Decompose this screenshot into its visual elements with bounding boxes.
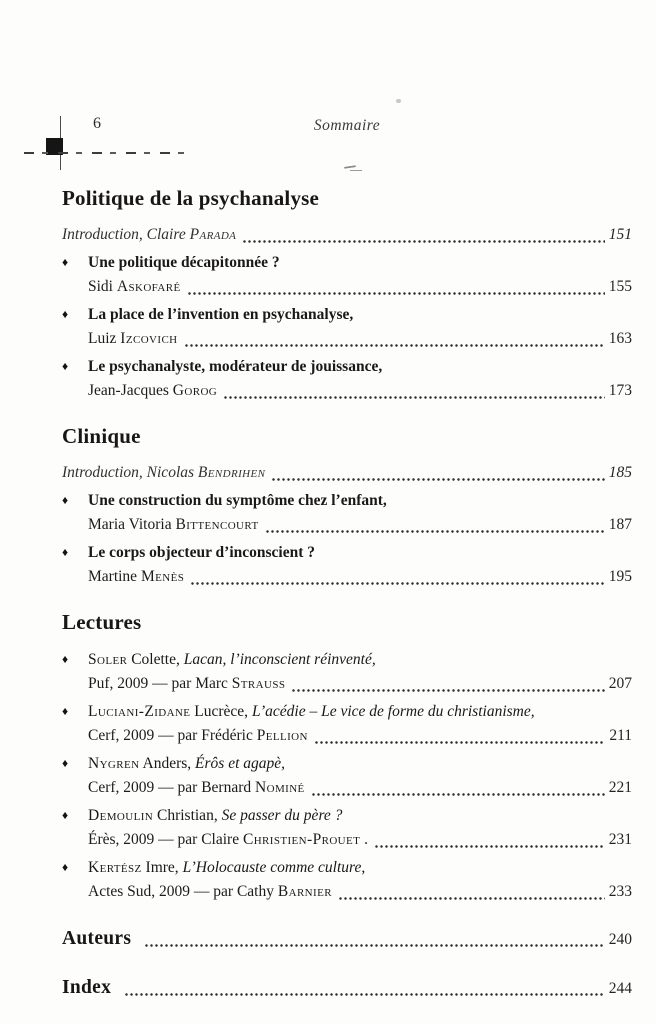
dot-leader (265, 530, 605, 533)
intro-label (62, 461, 265, 484)
diamond-bullet-icon: ♦ (62, 756, 69, 770)
section-title: Lectures (62, 610, 142, 634)
toc-intro-line (62, 223, 632, 246)
entry-title: La place de l’invention en psychanalyse, (88, 306, 354, 323)
page-ref: 173 (608, 382, 632, 399)
entry-author (88, 513, 259, 536)
review-author-firstname: Colette, (127, 651, 184, 668)
review-author-firstname: Anders, (139, 755, 196, 772)
dot-leader (187, 292, 605, 295)
publisher-info: Actes Sud, 2009 — par Cathy (88, 883, 278, 900)
page-ref: 231 (608, 831, 632, 848)
reviewer-surname: Nominé (255, 779, 305, 796)
running-title: Sommaire (313, 117, 381, 134)
entry-author (88, 327, 178, 350)
reviewer-surname: Barnier (277, 883, 332, 900)
section-title: Politique de la psychanalyse (62, 186, 320, 210)
publisher-info: Cerf, 2009 — par Frédéric (88, 727, 257, 744)
publisher-info: Érès, 2009 — par Claire (88, 831, 243, 848)
dot-leader (190, 582, 605, 585)
scan-smudge (396, 99, 401, 103)
intro-author-surname: Bendrihen (197, 464, 266, 481)
review-entry (62, 752, 632, 799)
pub-suffix: . (360, 831, 369, 848)
review-pub-line (88, 828, 368, 851)
intro-label (62, 223, 236, 246)
dot-leader (242, 240, 604, 243)
index-label: Index (62, 977, 112, 998)
page-ref: 233 (608, 883, 632, 900)
review-author-surname: Demoulin (88, 807, 154, 824)
review-book-title: L’Holocauste comme culture, (182, 859, 366, 876)
publisher-info: Puf, 2009 — par Marc (88, 675, 232, 692)
intro-author-surname: Parada (189, 226, 237, 243)
page-header (62, 112, 632, 138)
toc-entry (62, 489, 632, 536)
diamond-bullet-icon: ♦ (62, 359, 69, 373)
auteurs-label: Auteurs (62, 928, 132, 949)
registration-dashed-line (24, 152, 186, 154)
entry-author (88, 275, 181, 298)
toc-intro-line (62, 461, 632, 484)
author-surname: Gorog (172, 382, 218, 399)
reviewer-surname: Pellion (256, 727, 308, 744)
review-book-title: Érôs et agapè, (195, 755, 286, 772)
review-author-surname: Kertész (88, 859, 142, 876)
section-title: Clinique (62, 424, 141, 448)
section-lectures (62, 610, 632, 903)
review-heading (88, 648, 376, 671)
entry-author (88, 379, 217, 402)
dot-leader (223, 396, 605, 399)
review-entry (62, 804, 632, 851)
page-ref: 195 (608, 568, 632, 585)
dot-leader (374, 845, 605, 848)
author-surname: Menès (140, 568, 185, 585)
diamond-bullet-icon: ♦ (62, 704, 69, 718)
review-heading (88, 700, 535, 723)
section-clinique (62, 424, 632, 588)
review-pub-line (88, 880, 332, 903)
dot-leader (124, 993, 605, 996)
author-surname: Izcovich (120, 330, 178, 347)
author-firstname: Jean-Jacques (88, 382, 173, 399)
review-book-title: L’acédie – Le vice de forme du christianisme, (251, 703, 535, 720)
dot-leader (314, 741, 605, 744)
page-ref: 155 (608, 278, 632, 295)
folio-page-number: 6 (93, 115, 101, 132)
dot-leader (291, 689, 604, 692)
review-pub-line (88, 672, 285, 695)
review-heading (88, 856, 365, 879)
table-of-contents (62, 186, 632, 1000)
intro-text: Introduction, Nicolas (62, 464, 198, 481)
page-ref: 240 (608, 931, 632, 948)
diamond-bullet-icon: ♦ (62, 652, 69, 666)
review-author-surname: Nygren (88, 755, 140, 772)
diamond-bullet-icon: ♦ (62, 307, 69, 321)
page-ref: 163 (608, 330, 632, 347)
auteurs-row (62, 927, 632, 951)
intro-text: Introduction, Claire (62, 226, 190, 243)
review-author-firstname: Lucrèce, (190, 703, 252, 720)
review-author-surname: Soler (88, 651, 128, 668)
review-author-firstname: Christian, (153, 807, 222, 824)
scan-squiggle-mark (344, 166, 362, 171)
diamond-bullet-icon: ♦ (62, 493, 69, 507)
diamond-bullet-icon: ♦ (62, 860, 69, 874)
entry-title: Une politique décapitonnée ? (88, 254, 280, 271)
review-entry (62, 648, 632, 695)
author-firstname: Maria Vitoria (88, 516, 176, 533)
entry-title: Une construction du symptôme chez l’enfant, (88, 492, 387, 509)
entry-title: Le psychanalyste, modérateur de jouissance, (88, 358, 383, 375)
reviewer-surname: Strauss (231, 675, 286, 692)
author-surname: Bittencourt (175, 516, 259, 533)
dot-leader (144, 944, 604, 947)
review-entry (62, 856, 632, 903)
author-firstname: Luiz (88, 330, 121, 347)
entry-title: Le corps objecteur d’inconscient ? (88, 544, 316, 561)
review-book-title: Lacan, l’inconscient réinventé, (183, 651, 376, 668)
page-ref: 211 (609, 727, 632, 744)
publisher-info: Cerf, 2009 — par Bernard (88, 779, 256, 796)
review-pub-line (88, 724, 308, 747)
reviewer-surname: Christien-Prouet (242, 831, 361, 848)
review-heading (88, 804, 342, 827)
dot-leader (271, 478, 604, 481)
entry-author (88, 565, 184, 588)
page-ref: 151 (608, 226, 632, 243)
dot-leader (184, 344, 605, 347)
toc-entry (62, 251, 632, 298)
toc-entry (62, 355, 632, 402)
review-pub-line (88, 776, 305, 799)
review-heading (88, 752, 285, 775)
author-surname: Askofaré (116, 278, 181, 295)
page-ref: 185 (608, 464, 632, 481)
dot-leader (338, 897, 605, 900)
page-ref: 207 (608, 675, 632, 692)
dot-leader (311, 793, 605, 796)
index-row (62, 976, 632, 1000)
review-entry (62, 700, 632, 747)
page-ref: 187 (608, 516, 632, 533)
review-book-title: Se passer du père ? (221, 807, 343, 824)
section-politique (62, 186, 632, 402)
diamond-bullet-icon: ♦ (62, 255, 69, 269)
review-author-surname: Luciani-Zidane (88, 703, 191, 720)
toc-entry (62, 541, 632, 588)
author-firstname: Sidi (88, 278, 117, 295)
diamond-bullet-icon: ♦ (62, 808, 69, 822)
page-ref: 221 (608, 779, 632, 796)
review-author-firstname: Imre, (141, 859, 183, 876)
diamond-bullet-icon: ♦ (62, 545, 69, 559)
page-ref: 244 (608, 980, 632, 997)
author-firstname: Martine (88, 568, 141, 585)
toc-entry (62, 303, 632, 350)
